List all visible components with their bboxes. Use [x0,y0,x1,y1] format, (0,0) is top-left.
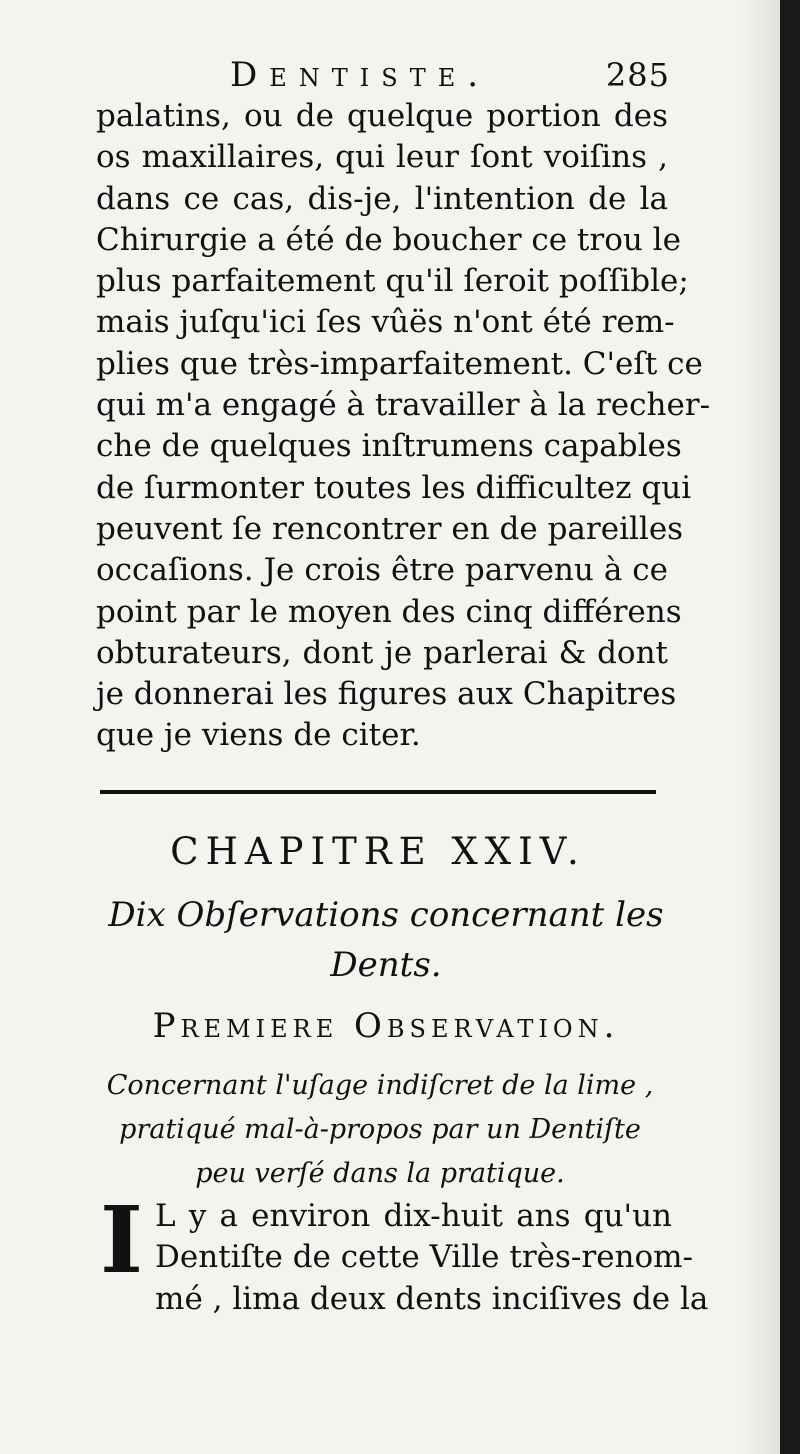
observation-summary [100,1064,660,1196]
text-line: Chirurgie a été de boucher ce trou le [96,221,681,258]
text-line: de ſurmonter toutes les difficultez qui [96,469,692,506]
section-divider [100,790,656,794]
observation-body [100,1186,709,1320]
observation-summary-line: Concernant l'uſage indiſcret de la lime , [106,1070,654,1101]
text-line: plus parfaitement qu'il ſeroit poſſible; [96,263,689,300]
text-line: qui m'a engagé à travailler à la recher- [96,387,711,424]
text-line: os maxillaires, qui leur ſont voiſins , [96,139,668,176]
text-line: plies que très-imparfaitement. C'eſt ce [96,345,703,382]
page-number: 285 [605,56,670,94]
text-line: mais juſqu'ici ſes vûës n'ont été rem- [96,304,675,341]
text-line: dans ce cas, dis-je, l'intention de la [96,180,668,217]
drop-cap: I [100,1186,144,1294]
chapter-subtitle-line: Dix Obſervations concernant les [108,895,664,935]
chapter-subtitle [100,890,672,990]
text-line: mé , lima deux dents inciſives de la [155,1280,709,1317]
text-line: peuvent ſe rencontrer en de pareilles [96,510,684,547]
running-head [230,50,670,100]
text-line: che de quelques inſtrumens capables [96,428,682,465]
running-head-title: Dentiste. [230,55,491,95]
text-line: Dentiſte de cette Ville très-renom- [155,1239,694,1276]
text-line: je donnerai les figures aux Chapitres [96,676,677,713]
observation-summary-line: peu verſé dans la pratique. [195,1158,565,1189]
text-line: point par le moyen des cinq différens [96,593,682,630]
chapter-title: CHAPITRE XXIV. [170,830,586,873]
text-line: palatins, ou de quelque portion des [96,98,668,134]
body-text [96,96,711,757]
text-line: obturateurs, dont je parlerai & dont [96,634,668,671]
observation-summary-line: pratiqué mal-à-propos par un Dentiſte [119,1114,641,1145]
text-line: que je viens de citer. [96,717,421,754]
text-line: occaſions. Je crois être parvenu à ce [96,552,668,589]
chapter-subtitle-line: Dents. [330,945,442,985]
observation-heading: Premiere Observation. [152,1006,620,1046]
text-line: L y a environ dix-huit ans qu'un [155,1198,672,1234]
